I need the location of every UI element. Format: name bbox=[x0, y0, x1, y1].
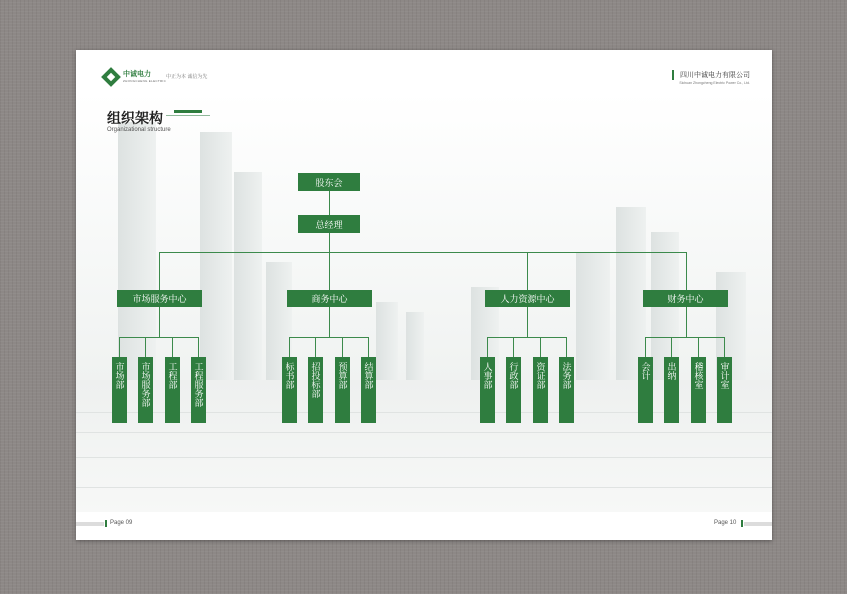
page-header bbox=[76, 50, 772, 92]
general-manager-box: 总经理 bbox=[298, 215, 360, 233]
dept-box: 会计 bbox=[638, 357, 653, 423]
company-name: 四川中诚电力有限公司 bbox=[672, 70, 750, 80]
dept-box: 出纳 bbox=[664, 357, 679, 423]
company-name-en: Sichuan Zhongcheng Electric Power Co., Ltd. bbox=[679, 81, 750, 85]
page-footer bbox=[76, 512, 772, 540]
dept-box: 招投标部 bbox=[308, 357, 323, 423]
page-number-right: Page 10 bbox=[714, 520, 737, 526]
dept-box: 预算部 bbox=[335, 357, 350, 423]
logo-text: 中诚电力 bbox=[123, 71, 151, 78]
dept-box: 审计室 bbox=[717, 357, 732, 423]
logo-subtext: ZHONGCHENG ELECTRIC bbox=[123, 79, 167, 83]
center-human-resources: 人力资源中心 bbox=[485, 290, 570, 307]
title-accent-bar bbox=[174, 110, 202, 113]
section-title: 组织架构 bbox=[107, 110, 163, 126]
slogan: 中正为本 诚信为先 bbox=[166, 74, 208, 80]
page-number-left: Page 09 bbox=[110, 520, 133, 526]
dept-box: 结算部 bbox=[361, 357, 376, 423]
shareholders-box: 股东会 bbox=[298, 173, 360, 191]
dept-box: 人事部 bbox=[480, 357, 495, 423]
center-market-service: 市场服务中心 bbox=[117, 290, 202, 307]
dept-box: 资证部 bbox=[533, 357, 548, 423]
dept-box: 稽核室 bbox=[691, 357, 706, 423]
company-logo-icon bbox=[101, 67, 121, 87]
dept-box: 行政部 bbox=[506, 357, 521, 423]
dept-box: 工程服务部 bbox=[191, 357, 206, 423]
section-subtitle: Organizational structure bbox=[107, 127, 171, 133]
dept-box: 法务部 bbox=[559, 357, 574, 423]
dept-box: 标书部 bbox=[282, 357, 297, 423]
title-accent-line bbox=[166, 115, 210, 116]
brochure-spread bbox=[76, 50, 772, 540]
dept-box: 工程部 bbox=[165, 357, 180, 423]
center-finance: 财务中心 bbox=[643, 290, 728, 307]
center-business: 商务中心 bbox=[287, 290, 372, 307]
dept-box: 市场部 bbox=[112, 357, 127, 423]
dept-box: 市场服务部 bbox=[138, 357, 153, 423]
